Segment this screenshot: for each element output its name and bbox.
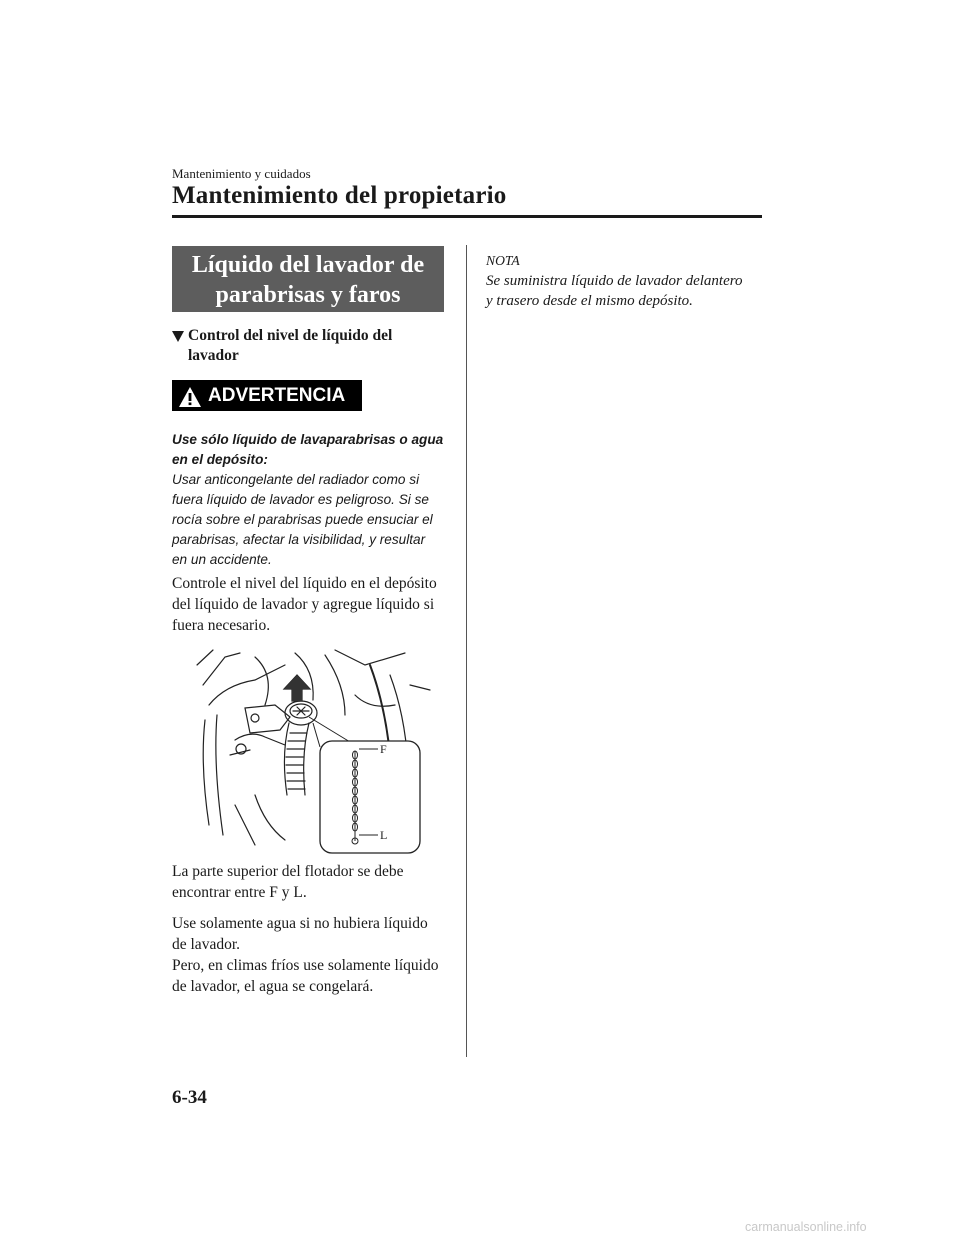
arrow-up-icon <box>284 675 310 701</box>
topic-banner <box>172 246 444 312</box>
warning-label: ADVERTENCIA <box>208 385 346 406</box>
sub-heading-line-2: lavador <box>188 347 239 364</box>
body-paragraph-1 <box>172 573 457 636</box>
caption-line: La parte superior del flotador se debe <box>172 863 404 880</box>
level-gauge-inset <box>320 741 420 853</box>
footer-watermark: carmanualsonline.info <box>745 1220 867 1234</box>
warning-text-line: Usar anticongelante del radiador como si <box>172 472 420 487</box>
body-line: fuera necesario. <box>172 617 271 634</box>
body-paragraph-2 <box>172 913 457 955</box>
body-line: de lavador, el agua se congelará. <box>172 978 374 995</box>
chapter-title: Mantenimiento y cuidados <box>172 166 311 181</box>
note-text <box>486 271 771 311</box>
body-line: Use solamente agua si no hubiera líquido <box>172 915 428 932</box>
label-low: L <box>380 828 388 842</box>
triangle-down-icon <box>172 331 184 342</box>
body-line: de lavador. <box>172 936 241 953</box>
banner-line-1: Líquido del lavador de <box>191 252 425 278</box>
section-title: Mantenimiento del propietario <box>172 182 507 209</box>
sub-heading-line-1: Control del nivel de líquido del <box>188 327 393 344</box>
warning-heading-line: Use sólo líquido de lavaparabrisas o agua <box>172 432 444 447</box>
body-line: Controle el nivel del líquido en el depósito <box>172 575 437 592</box>
column-divider <box>466 245 467 1057</box>
warning-text-line: fuera líquido de lavador es peligroso. Si se <box>172 492 429 507</box>
washer-reservoir-illustration <box>195 645 435 855</box>
body-paragraph-3 <box>172 955 457 997</box>
sub-heading <box>172 326 444 366</box>
page-number: 6-34 <box>172 1087 207 1108</box>
body-line: Pero, en climas fríos use solamente líquido <box>172 957 439 974</box>
label-full: F <box>380 742 387 756</box>
note-title: NOTA <box>486 253 520 268</box>
caption-line: encontrar entre F y L. <box>172 884 307 901</box>
illustration-caption <box>172 861 457 903</box>
warning-text-line: rocía sobre el parabrisas puede ensuciar el <box>172 512 433 527</box>
body-line: del líquido de lavador y agregue líquido si <box>172 596 435 613</box>
warning-heading-line: en el depósito: <box>172 452 268 467</box>
note-line: y trasero desde el mismo depósito. <box>486 293 693 309</box>
warning-text-line: en un accidente. <box>172 552 272 567</box>
warning-text-line: parabrisas, afectar la visibilidad, y resultar <box>172 532 426 547</box>
note-line: Se suministra líquido de lavador delantero <box>486 273 743 289</box>
warning-text <box>172 470 457 570</box>
banner-line-2: parabrisas y faros <box>215 282 401 308</box>
warning-triangle-icon <box>178 386 202 408</box>
warning-heading <box>172 430 452 470</box>
header-rule <box>172 215 762 218</box>
